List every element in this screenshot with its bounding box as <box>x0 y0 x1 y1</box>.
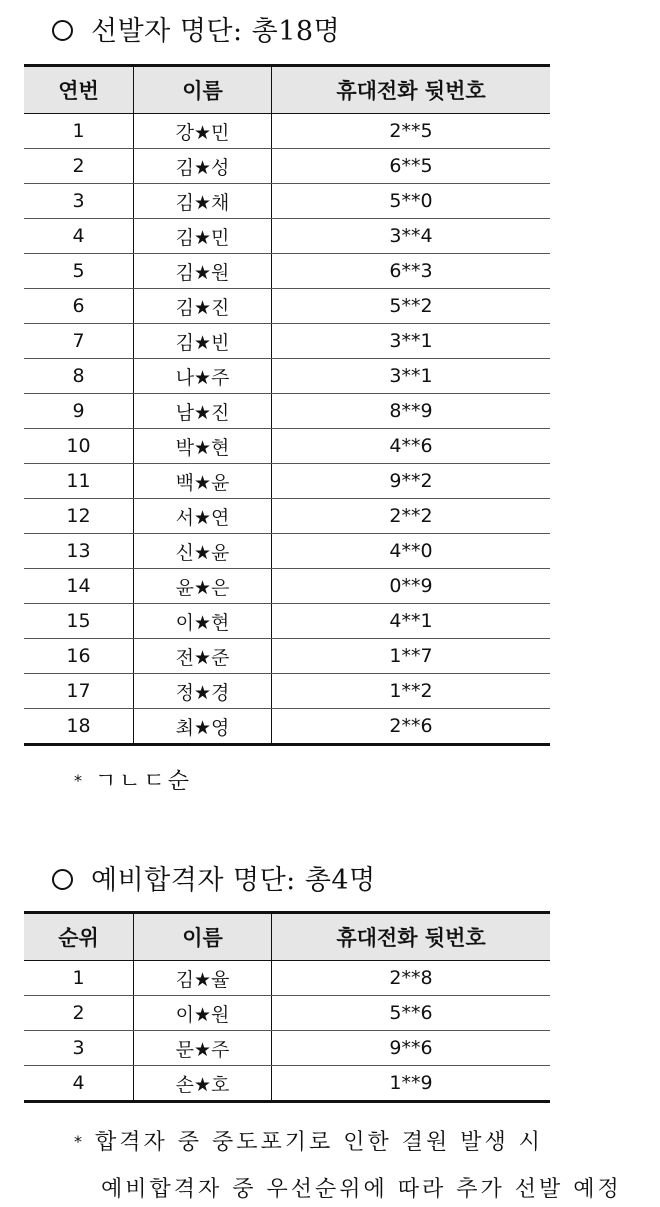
row-phone-cell: 4**6 <box>272 429 551 464</box>
table-row <box>24 289 550 324</box>
row-number-cell: 8 <box>24 359 134 394</box>
row-number-cell: 13 <box>24 534 134 569</box>
row-phone-cell: 2**6 <box>272 709 551 745</box>
header-rank: 순위 <box>24 913 134 961</box>
row-number-cell: 5 <box>24 254 134 289</box>
row-phone-cell: 1**7 <box>272 639 551 674</box>
table-row <box>24 394 550 429</box>
row-number-cell: 1 <box>24 961 134 996</box>
row-number-cell: 2 <box>24 996 134 1031</box>
row-phone-cell: 4**1 <box>272 604 551 639</box>
row-number-cell: 1 <box>24 114 134 149</box>
hollow-circle-icon <box>52 869 73 890</box>
table-header-row <box>24 66 550 114</box>
table-header-row <box>24 913 550 961</box>
selected-note-text: ㄱㄴㄷ순 <box>95 769 193 794</box>
row-phone-cell: 2**5 <box>272 114 551 149</box>
table-row <box>24 604 550 639</box>
table-row <box>24 499 550 534</box>
row-number-cell: 4 <box>24 219 134 254</box>
row-name-cell: 정★경 <box>134 674 272 709</box>
row-name-cell: 서★연 <box>134 499 272 534</box>
reserve-note-text-2: 예비합격자 중 우선순위에 따라 추가 선발 예정 <box>101 1177 622 1202</box>
asterisk-icon: * <box>74 771 85 790</box>
reserve-table <box>24 911 550 1103</box>
asterisk-icon: * <box>74 1132 85 1151</box>
row-number-cell: 14 <box>24 569 134 604</box>
row-phone-cell: 8**9 <box>272 394 551 429</box>
reserve-table-body <box>24 961 550 1102</box>
row-name-cell: 김★성 <box>134 149 272 184</box>
row-name-cell: 김★진 <box>134 289 272 324</box>
table-row <box>24 184 550 219</box>
header-name: 이름 <box>134 913 272 961</box>
selected-table <box>24 64 550 746</box>
row-name-cell: 손★호 <box>134 1066 272 1102</box>
row-number-cell: 17 <box>24 674 134 709</box>
row-phone-cell: 1**9 <box>272 1066 551 1102</box>
row-phone-cell: 5**2 <box>272 289 551 324</box>
table-row <box>24 961 550 996</box>
row-name-cell: 전★준 <box>134 639 272 674</box>
row-phone-cell: 4**0 <box>272 534 551 569</box>
row-phone-cell: 0**9 <box>272 569 551 604</box>
table-row <box>24 219 550 254</box>
row-name-cell: 이★현 <box>134 604 272 639</box>
reserve-title-text: 예비합격자 명단: 총4명 <box>91 865 376 896</box>
table-row <box>24 674 550 709</box>
header-phone: 휴대전화 뒷번호 <box>272 66 551 114</box>
row-name-cell: 최★영 <box>134 709 272 745</box>
row-phone-cell: 2**8 <box>272 961 551 996</box>
reserve-note-line2 <box>101 1172 622 1203</box>
reserve-section-title <box>52 858 376 897</box>
reserve-note-text-1: 합격자 중 중도포기로 인한 결원 발생 시 <box>95 1130 543 1155</box>
table-row <box>24 359 550 394</box>
table-row <box>24 1066 550 1102</box>
table-row <box>24 254 550 289</box>
row-number-cell: 9 <box>24 394 134 429</box>
hollow-circle-icon <box>52 20 73 41</box>
row-phone-cell: 5**0 <box>272 184 551 219</box>
table-row <box>24 324 550 359</box>
row-number-cell: 16 <box>24 639 134 674</box>
row-number-cell: 18 <box>24 709 134 745</box>
row-phone-cell: 9**2 <box>272 464 551 499</box>
row-name-cell: 이★원 <box>134 996 272 1031</box>
table-row <box>24 1031 550 1066</box>
row-name-cell: 남★진 <box>134 394 272 429</box>
row-name-cell: 김★민 <box>134 219 272 254</box>
row-name-cell: 백★윤 <box>134 464 272 499</box>
row-name-cell: 문★주 <box>134 1031 272 1066</box>
row-name-cell: 강★민 <box>134 114 272 149</box>
row-number-cell: 3 <box>24 1031 134 1066</box>
table-row <box>24 429 550 464</box>
row-phone-cell: 1**2 <box>272 674 551 709</box>
row-name-cell: 김★원 <box>134 254 272 289</box>
row-phone-cell: 6**3 <box>272 254 551 289</box>
selected-section-title <box>52 9 340 48</box>
row-name-cell: 김★빈 <box>134 324 272 359</box>
selected-note <box>74 764 192 795</box>
row-number-cell: 4 <box>24 1066 134 1102</box>
row-number-cell: 2 <box>24 149 134 184</box>
row-number-cell: 3 <box>24 184 134 219</box>
header-phone: 휴대전화 뒷번호 <box>272 913 551 961</box>
row-number-cell: 10 <box>24 429 134 464</box>
header-number: 연번 <box>24 66 134 114</box>
row-number-cell: 7 <box>24 324 134 359</box>
selected-table-body <box>24 114 550 745</box>
row-phone-cell: 6**5 <box>272 149 551 184</box>
row-phone-cell: 5**6 <box>272 996 551 1031</box>
table-row <box>24 996 550 1031</box>
row-phone-cell: 3**1 <box>272 359 551 394</box>
table-row <box>24 149 550 184</box>
table-row <box>24 464 550 499</box>
table-row <box>24 569 550 604</box>
row-name-cell: 김★율 <box>134 961 272 996</box>
row-name-cell: 윤★은 <box>134 569 272 604</box>
row-phone-cell: 9**6 <box>272 1031 551 1066</box>
row-phone-cell: 3**1 <box>272 324 551 359</box>
table-row <box>24 114 550 149</box>
row-number-cell: 15 <box>24 604 134 639</box>
header-name: 이름 <box>134 66 272 114</box>
row-name-cell: 신★윤 <box>134 534 272 569</box>
row-number-cell: 11 <box>24 464 134 499</box>
table-row <box>24 534 550 569</box>
table-row <box>24 639 550 674</box>
row-name-cell: 나★주 <box>134 359 272 394</box>
table-row <box>24 709 550 745</box>
row-phone-cell: 3**4 <box>272 219 551 254</box>
reserve-note-line1 <box>74 1125 543 1156</box>
row-name-cell: 김★채 <box>134 184 272 219</box>
row-number-cell: 12 <box>24 499 134 534</box>
row-name-cell: 박★현 <box>134 429 272 464</box>
selected-title-text: 선발자 명단: 총18명 <box>91 16 341 47</box>
row-phone-cell: 2**2 <box>272 499 551 534</box>
row-number-cell: 6 <box>24 289 134 324</box>
